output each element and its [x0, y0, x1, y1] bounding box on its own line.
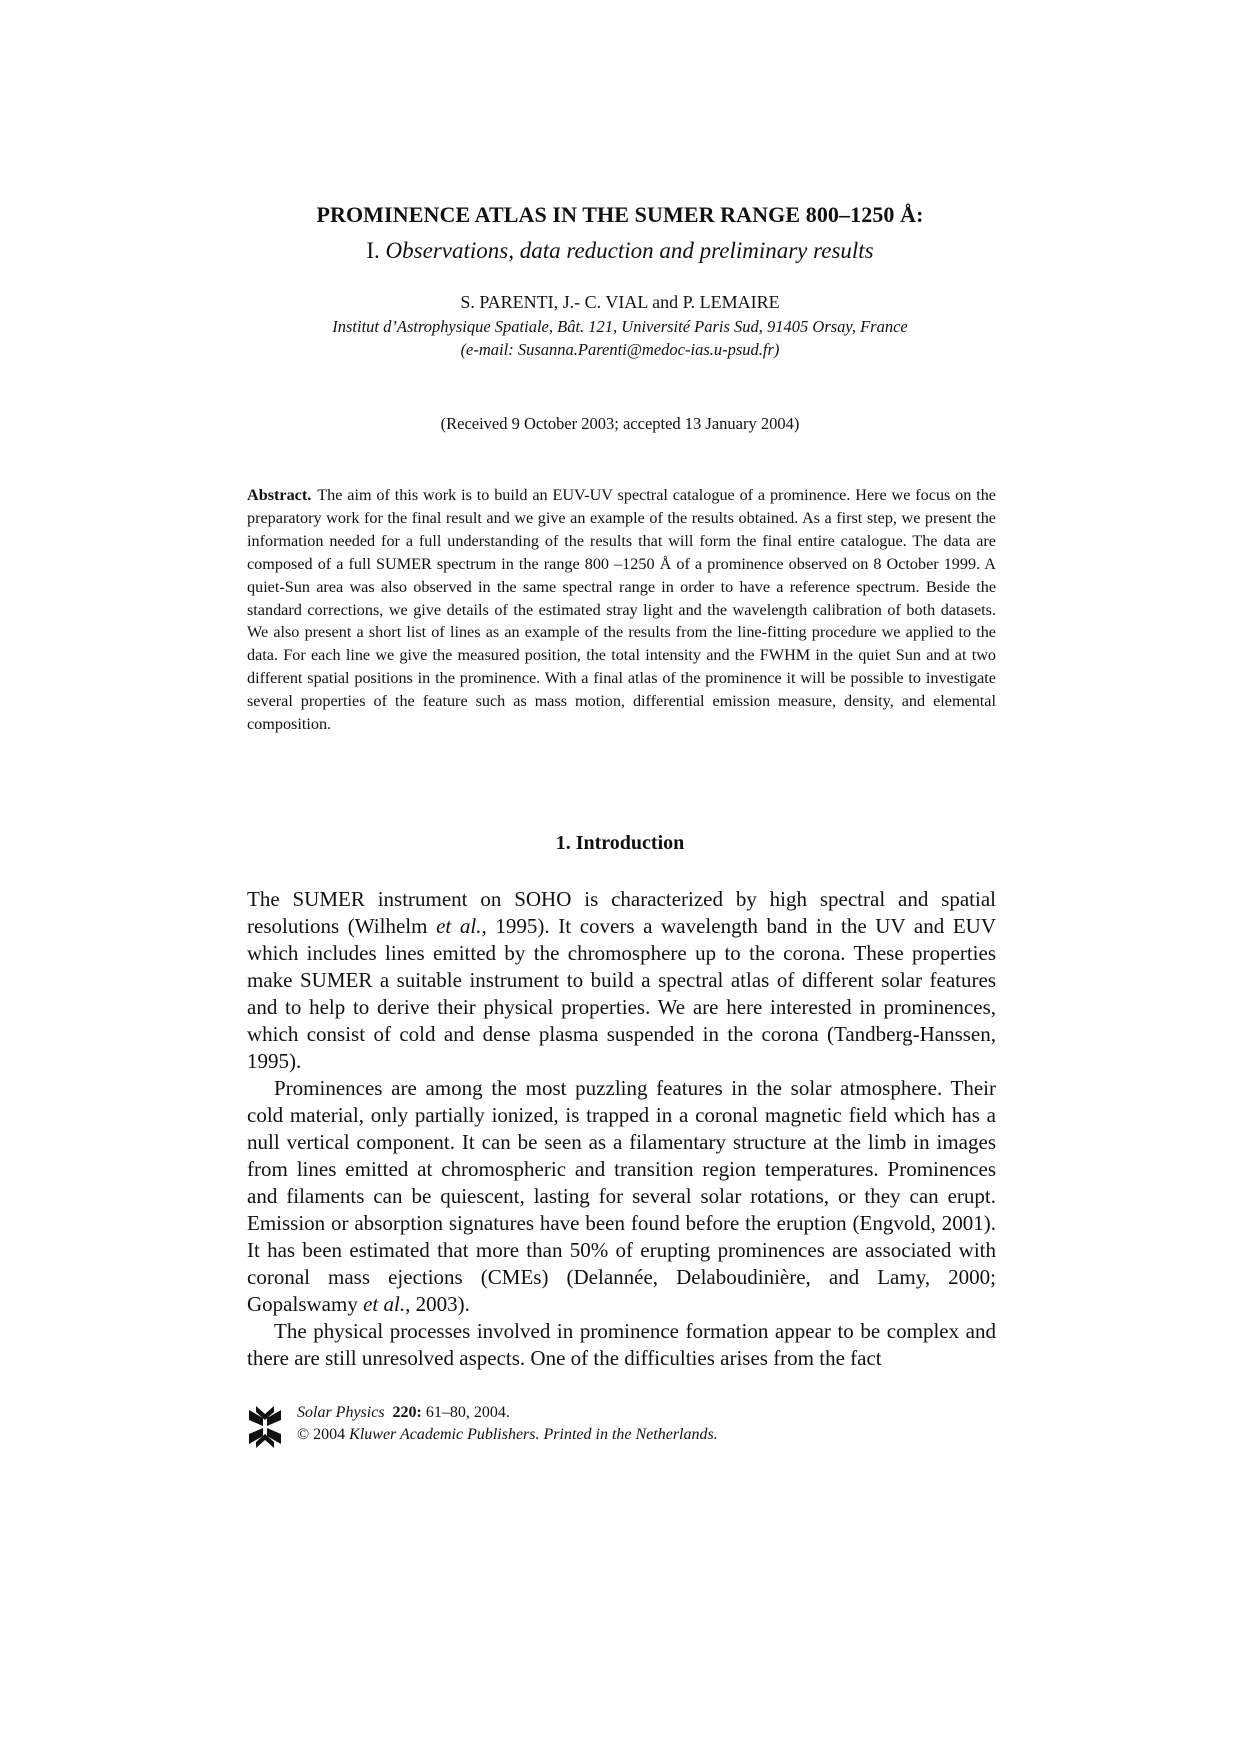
received-dates: (Received 9 October 2003; accepted 13 January 2004)	[440, 414, 800, 433]
journal-line	[297, 1402, 718, 1424]
paper-subtitle	[0, 238, 1240, 264]
subtitle-text: Observations, data reduction and preliminary results	[385, 238, 874, 263]
paragraph-2-text-a: Prominences are among the most puzzling features in the solar atmosphere. Their cold material, only partially ionized, is trapped in a coronal magnetic field which has a null vertical component. It can be seen as a filamentary structure at the limb in images from lines emitted at chromospheric and transition region temperatures. Prominences and filaments can be quiescent, lasting for several solar rotations, or they can erupt. Emission or absorption signatures have been found before the eruption (Engvold, 2001). It has been estimated that more than 50% of erupting prominences are associated with coronal mass ejections (CMEs) (Delannée, Delaboudinière, and Lamy, 2000; Gopalswamy	[247, 1076, 996, 1316]
publisher: Kluwer Academic Publishers. Printed in the Netherlands.	[349, 1426, 718, 1443]
footer-citation	[297, 1402, 718, 1446]
journal-volume: 220:	[392, 1404, 422, 1421]
copyright-line	[297, 1424, 718, 1446]
section-heading-introduction: 1. Introduction	[555, 832, 685, 854]
paragraph-2-text-b: , 2003).	[405, 1292, 470, 1316]
contact-email: (e-mail: Susanna.Parenti@medoc-ias.u-psud.fr)	[460, 340, 780, 359]
journal-name: Solar Physics	[297, 1404, 385, 1421]
paragraph-3: The physical processes involved in prominence formation appear to be complex and there are still unresolved aspects. One of the difficulties arises from the fact	[247, 1319, 996, 1370]
affiliation: Institut d’Astrophysique Spatiale, Bât. 121, Université Paris Sud, 91405 Orsay, France	[332, 317, 908, 336]
abstract-text: The aim of this work is to build an EUV-UV spectral catalogue of a prominence. Here we focus on the preparatory work for the final result and we give an example of the results obtained. As a first step, we present the information needed for a full understanding of the results that will form the final entire catalogue. The data are composed of a full SUMER spectrum in the range 800 –1250 Å of a prominence observed on 8 October 1999. A quiet-Sun area was also observed in the same spectral range in order to have a reference spectrum. Beside the standard corrections, we give details of the estimated stray light and the wavelength calibration of both datasets. We also present a short list of lines as an example of the results from the line-fitting procedure we applied to the data. For each line we give the measured position, the total intensity and the FWHM in the quiet Sun and at two different spatial positions in the prominence. With a final atlas of the prominence it will be possible to investigate several properties of the feature such as mass motion, differential emission measure, density, and elemental composition.	[247, 486, 996, 734]
citation-etal: et al.	[436, 914, 482, 938]
abstract-label: Abstract.	[247, 486, 312, 504]
paragraph-1-text-a: The SUMER instrument on SOHO is characterized by high spectral and spatial resolutions (Wilhelm	[247, 887, 996, 938]
abstract	[247, 484, 996, 736]
paragraph-2	[247, 1075, 996, 1318]
journal-footer	[247, 1402, 947, 1450]
subtitle-number: I.	[366, 238, 380, 263]
paper-title: PROMINENCE ATLAS IN THE SUMER RANGE 800–1250 Å:	[316, 202, 924, 227]
citation-etal: et al.	[363, 1292, 406, 1316]
paragraph-1-text-b: , 1995). It covers a wavelength band in the UV and EUV which includes lines emitted by the chromosphere up to the corona. These properties make SUMER a suitable instrument to build a spectral atlas of different solar features and to help to derive their physical properties. We are here interested in prominences, which consist of cold and dense plasma suspended in the corona (Tandberg-Hanssen, 1995).	[247, 914, 996, 1073]
author-list: S. PARENTI, J.- C. VIAL and P. LEMAIRE	[460, 292, 780, 312]
copyright-year: © 2004	[297, 1426, 346, 1443]
journal-pages: 61–80, 2004.	[421, 1404, 510, 1421]
kluwer-logo-icon	[247, 1406, 283, 1448]
body-text	[247, 886, 996, 1372]
paragraph-1	[247, 886, 996, 1075]
